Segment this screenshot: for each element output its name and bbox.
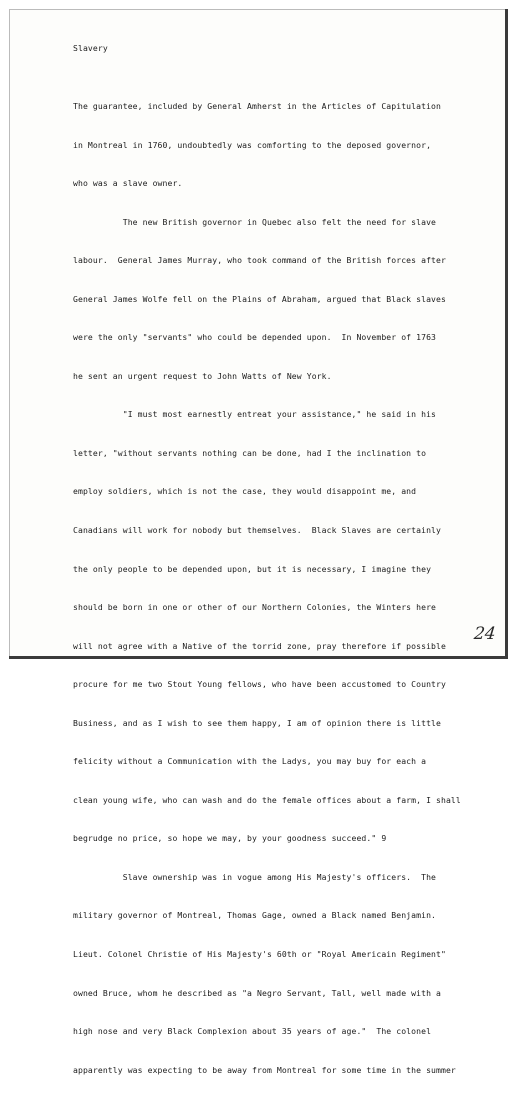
text-line: The guarantee, included by General Amherst in the Articles of Capitulation	[73, 101, 441, 111]
text-line: he sent an urgent request to John Watts of New York.	[73, 370, 332, 381]
text-line: clean young wife, who can wash and do the female offices about a farm, I shall	[73, 794, 461, 805]
text-line: Slave ownership was in vogue among His Majesty's officers. The	[73, 871, 437, 882]
text-line: who was a slave owner.	[73, 178, 183, 189]
text-line: military governor of Montreal, Thomas Gage, owned a Black named Benjamin.	[73, 910, 437, 921]
text-line: labour. General James Murray, who took command of the British forces after	[73, 255, 446, 266]
text-line: apparently was expecting to be away from Montreal for some time in the summer	[73, 1064, 456, 1075]
text-line: felicity without a Communication with the Ladys, you may buy for each a	[73, 756, 427, 767]
running-header: Slavery	[73, 43, 108, 53]
text-line: Lieut. Colonel Christie of His Majesty's 60th or "Royal Americain Regiment"	[73, 949, 446, 960]
handwritten-page-number: 24	[472, 624, 497, 644]
text-line: "I must most earnestly entreat your assistance," he said in his	[73, 409, 437, 420]
text-line: employ soldiers, which is not the case, they would disappoint me, and	[73, 486, 417, 497]
text-line: begrudge no price, so hope we may, by your goodness succeed." 9	[73, 833, 387, 844]
text-line: Canadians will work for nobody but themselves. Black Slaves are certainly	[73, 525, 441, 536]
text-line: will not agree with a Native of the torrid zone, pray therefore if possible	[73, 640, 446, 651]
text-line: letter, "without servants nothing can be done, had I the inclination to	[73, 447, 427, 458]
body-text	[73, 79, 461, 1101]
text-line: Business, and as I wish to see them happy, I am of opinion there is little	[73, 717, 441, 728]
text-line: should be born in one or other of our Northern Colonies, the Winters here	[73, 602, 437, 613]
text-line: in Montreal in 1760, undoubtedly was comforting to the deposed governor,	[73, 139, 432, 150]
text-line: owned Bruce, whom he described as "a Negro Servant, Tall, well made with a	[73, 987, 441, 998]
text-line: the only people to be depended upon, but it is necessary, I imagine they	[73, 563, 432, 574]
text-line: General James Wolfe fell on the Plains of Abraham, argued that Black slaves	[73, 293, 446, 304]
text-line: were the only "servants" who could be depended upon. In November of 1763	[73, 332, 437, 343]
text-line: The new British governor in Quebec also felt the need for slave	[73, 216, 437, 227]
text-line: procure for me two Stout Young fellows, who have been accustomed to Country	[73, 679, 446, 690]
text-line: high nose and very Black Complexion about 35 years of age." The colonel	[73, 1026, 432, 1037]
